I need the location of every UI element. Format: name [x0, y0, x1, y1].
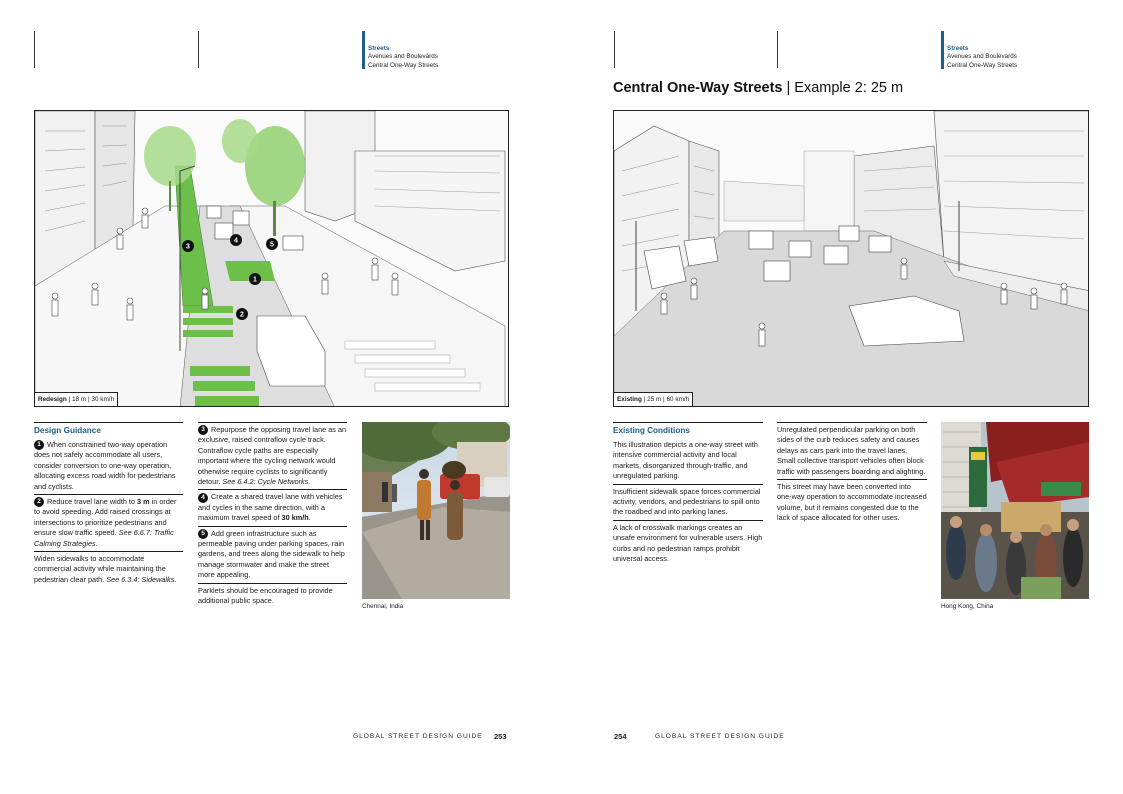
rule [613, 422, 763, 423]
rule [198, 526, 347, 527]
existing-paragraph-2: Insufficient sidewalk space forces commercial activity, vendors, and pedestrians to spill onto the roadbed and into parking lanes. [613, 486, 761, 517]
guidance-item-sidewalk [34, 554, 183, 585]
guidance-item-3 [198, 425, 347, 487]
guidance-item-5 [198, 529, 347, 581]
guidance-item-1 [34, 440, 183, 492]
design-guidance-title: Design Guidance [34, 426, 101, 435]
chennai-photo [362, 422, 510, 599]
guidance-text: . [308, 513, 311, 523]
guidance-item-4 [198, 492, 347, 523]
footer-text-right: GLOBAL STREET DESIGN GUIDE [655, 733, 785, 740]
guidance-bold: 30 km/h [281, 513, 309, 523]
chennai-street-photo [362, 422, 510, 599]
page-divider-line [777, 31, 778, 68]
guidance-ref: See 6.6.7: Traffic Calming Strategies. [34, 528, 174, 548]
existing-paragraph-5: This street may have been converted into one-way operation to accommodate increased volume, but it remains congested due to the lack of space allocated for other uses. [777, 482, 927, 523]
existing-paragraph-3: A lack of crosswalk markings creates an unsafe environment for vulnerable users. High curbs and no pedestrian ramps prohibit universal access. [613, 522, 763, 564]
guidance-text: Reduce travel lane width to [47, 497, 138, 507]
title-bold: Central One-Way Streets [613, 80, 783, 96]
svg-text:1: 1 [253, 276, 257, 284]
guidance-text: Create a shared travel lane with vehicles and cycles in the same direction, with a maximum travel speed of [198, 492, 343, 523]
rule [777, 422, 927, 423]
breadcrumb-section: Streets [368, 45, 390, 52]
breadcrumb-section: Streets [947, 45, 969, 52]
svg-text:2: 2 [240, 311, 244, 319]
breadcrumb [947, 45, 1017, 70]
breadcrumb-sub2: Central One-Way Streets [368, 61, 439, 69]
guidance-ref: See 6.3.4: Sidewalks. [106, 574, 177, 584]
rule [34, 551, 183, 552]
design-guidance-col-2 [198, 422, 347, 609]
existing-paragraph-4: Unregulated perpendicular parking on both sides of the curb reduces safety and causes delays as cars park into the travel lanes. Small collective transport vehicles often block traffic with passengers boarding and alighting. [777, 425, 926, 476]
guidance-ref: See 6.4.2: Cycle Networks. [222, 477, 311, 487]
existing-street-drawing [614, 111, 1089, 407]
breadcrumb [368, 45, 438, 70]
rule [34, 494, 183, 495]
footer-text-left: GLOBAL STREET DESIGN GUIDE [353, 733, 483, 740]
guidance-text: Add green infrastructure such as permeable paving under parking spaces, rain gardens, and trees along the sidewalk to help manage stormwater and make the street more appealing. [198, 528, 345, 580]
guidance-item-2 [34, 497, 183, 549]
page-divider-line [614, 31, 615, 68]
page-number-left: 253 [494, 732, 507, 741]
illustration-label-rest: | 25 m | 60 km/h [643, 396, 690, 403]
hong-kong-caption: Hong Kong, China [941, 603, 994, 610]
rule [198, 583, 347, 584]
number-badge: 4 [198, 493, 208, 503]
existing-conditions-col-1 [613, 422, 763, 566]
illustration-label [35, 392, 118, 406]
breadcrumb-sub2: Central One-Way Streets [947, 61, 1018, 69]
rule [613, 520, 763, 521]
page-number-right: 254 [614, 732, 627, 741]
svg-text:4: 4 [234, 237, 238, 245]
redesign-illustration [34, 110, 509, 407]
guidance-item-parklets [198, 586, 347, 607]
existing-conditions-title: Existing Conditions [613, 426, 690, 435]
guidance-text: Parklets should be encouraged to provide additional public space. [198, 585, 333, 606]
breadcrumb-sub1: Avenues and Boulevards [947, 53, 1017, 61]
breadcrumb-bar [941, 31, 944, 69]
redesign-street-drawing [35, 111, 509, 407]
rule [777, 479, 927, 480]
number-badge: 2 [34, 497, 44, 507]
rule [613, 484, 763, 485]
guidance-text: When constrained two-way operation does not safely accommodate all users, consider conversion to one-way operation, allocating excess road width for pedestrians and cyclists. [34, 440, 176, 491]
hong-kong-street-photo [941, 422, 1089, 599]
rule [198, 422, 347, 423]
page-divider-line [34, 31, 35, 68]
illustration-label-main: Existing [617, 396, 642, 403]
hong-kong-photo [941, 422, 1089, 599]
number-badge: 1 [34, 440, 44, 450]
page-title [613, 80, 903, 96]
guidance-text: Repurpose the opposing travel lane as an exclusive, raised contraflow cycle track. Contraflow cycle paths are especially important where the cycling network would otherwise require cyclists to significantly detour. [198, 425, 347, 487]
existing-paragraph-1: This illustration depicts a one-way street with intensive commercial activity and local markets, disorganized through-traffic, and unregulated parking. [613, 440, 758, 481]
guidance-text: Widen sidewalks to accommodate commercial activity while maintaining the pedestrian clear path. [34, 554, 166, 584]
breadcrumb-bar [362, 31, 365, 69]
svg-text:5: 5 [270, 241, 274, 249]
existing-illustration [613, 110, 1089, 407]
illustration-label-main: Redesign [38, 396, 67, 403]
rule [198, 489, 347, 490]
number-badge: 5 [198, 529, 208, 539]
svg-text:3: 3 [186, 243, 190, 251]
existing-conditions-col-2 [777, 422, 927, 526]
illustration-label [614, 392, 693, 406]
guidance-bold: 3 m [137, 497, 150, 507]
page-divider-line [198, 31, 199, 68]
design-guidance-col-1 [34, 422, 183, 587]
illustration-label-rest: | 18 m | 30 km/h [68, 396, 115, 403]
chennai-caption: Chennai, India [362, 603, 404, 610]
title-rest: | Example 2: 25 m [782, 80, 904, 96]
breadcrumb-sub1: Avenues and Boulevards [368, 53, 438, 61]
guidance-text: in order to avoid speeding. Add raised crossings at intersections to prioritize pedestrians and ensure slow traffic speed. [34, 497, 177, 538]
number-badge: 3 [198, 425, 208, 435]
rule [34, 422, 183, 423]
